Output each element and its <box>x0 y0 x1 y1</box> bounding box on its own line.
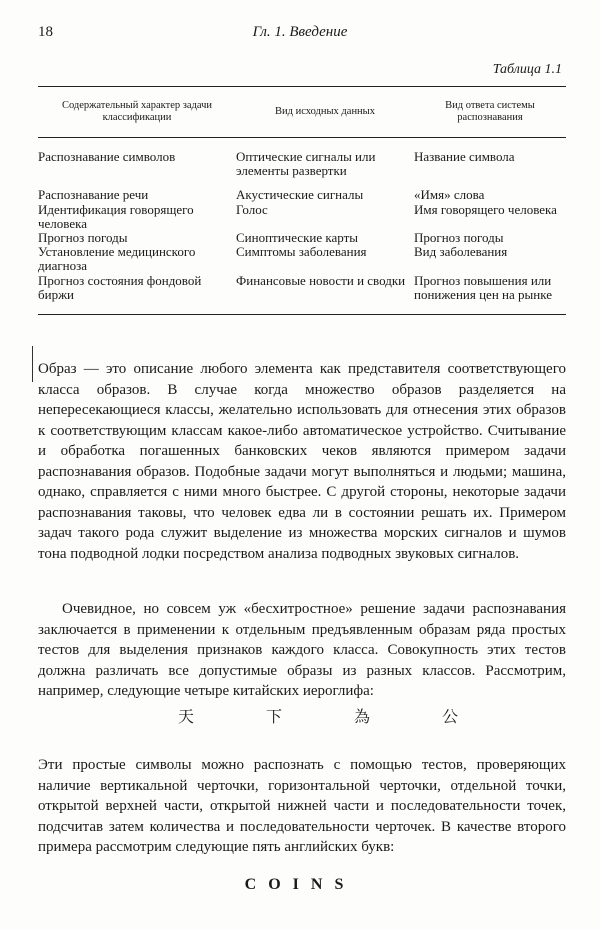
table-cell: Установление медицинского диагноза <box>38 244 196 274</box>
running-head: Гл. 1. Введение <box>252 24 348 40</box>
table-header-cell: Содержательный характер задачи классификации <box>61 100 213 123</box>
table-cell: Голос <box>236 201 268 217</box>
classification-table <box>38 86 566 315</box>
table-row <box>38 150 566 178</box>
margin-mark <box>32 346 33 382</box>
table-row <box>38 274 566 302</box>
table-cell: Оптические сигналы или элементы развертки <box>236 149 376 179</box>
table-header-cell: Вид ответа системы распознавания <box>445 100 535 123</box>
table-row <box>38 245 566 273</box>
table-caption: Таблица 1.1 <box>492 62 562 77</box>
table-cell: Прогноз погоды <box>414 230 504 246</box>
table-cell: Акустические сигналы <box>236 187 364 203</box>
table-cell: Имя говорящего человека <box>414 201 557 217</box>
table-body <box>38 138 566 314</box>
english-letters: COINS <box>244 876 356 893</box>
chinese-characters <box>178 704 458 727</box>
paragraph-pattern-definition: Образ — это описание любого элемента как представителя соответствующего класса образов. В случае когда множество образов разделяется на непересекающиеся классы, желательно использовать для отнесения этих образов к соответствующим классам какое-либо автоматическое устройство. Считывание и обработка погашенных банковских чеков являются примером задачи распознавания образов. Подобные задачи могут выполняться и людьми; машина, однако, справляется с ними много быстрее. С другой стороны, некоторые задачи распознавания таковы, что человек едва ли в состоянии решать их. Примером задач такого рода служит выделение из множества морских сигналов и шумов тона подводной лодки посредством анализа подводных звуковых сигналов. <box>38 361 566 562</box>
paragraph-recognition-tests: Эти простые символы можно распознать с помощью тестов, проверяющих наличие вертикальной черточки, горизонтальной черточки, отдельной точки, открытой верхней части, открытой нижней части и последовательности точек, подсчитав затем количества и последовательности черточек. В качестве второго примера рассмотрим следующие пять английских букв: <box>38 757 566 855</box>
table-cell: Идентификация говорящего человека <box>38 201 194 231</box>
table-cell: Финансовые новости и сводки <box>236 272 406 288</box>
chinese-character: 為 <box>353 707 370 726</box>
table-header-row <box>38 87 566 138</box>
table-cell: «Имя» слова <box>414 187 485 203</box>
table-header-cell: Вид исходных данных <box>275 106 375 117</box>
page-number: 18 <box>38 24 53 40</box>
chinese-character: 天 <box>178 707 195 726</box>
table-row <box>38 188 566 202</box>
table-cell: Прогноз погоды <box>38 230 128 246</box>
table-cell: Название символа <box>414 149 515 164</box>
table-cell: Синоптические карты <box>236 230 359 246</box>
table-cell: Прогноз повышения или понижения цен на рынке <box>414 272 552 302</box>
chinese-character: 公 <box>441 707 458 726</box>
table-cell: Симптомы заболевания <box>236 244 367 260</box>
table-cell: Прогноз состояния фондовой биржи <box>38 272 202 302</box>
table-row <box>38 231 566 245</box>
paragraph-simple-tests: Очевидное, но совсем уж «бесхитростное» решение задачи распознавания заключается в применении к отдельным предъявленным образам ряда простых тестов для выделения признаков каждого класса. Совокупность этих тестов должна различать все допустимые образы из разных классов. Рассмотрим, например, следующие четыре китайских иероглифа: <box>38 601 566 699</box>
table-cell: Распознавание речи <box>38 187 149 203</box>
table-row <box>38 203 566 231</box>
table-cell: Распознавание символов <box>38 149 176 164</box>
table-cell: Вид заболевания <box>414 244 508 260</box>
chinese-character: 下 <box>265 707 282 726</box>
